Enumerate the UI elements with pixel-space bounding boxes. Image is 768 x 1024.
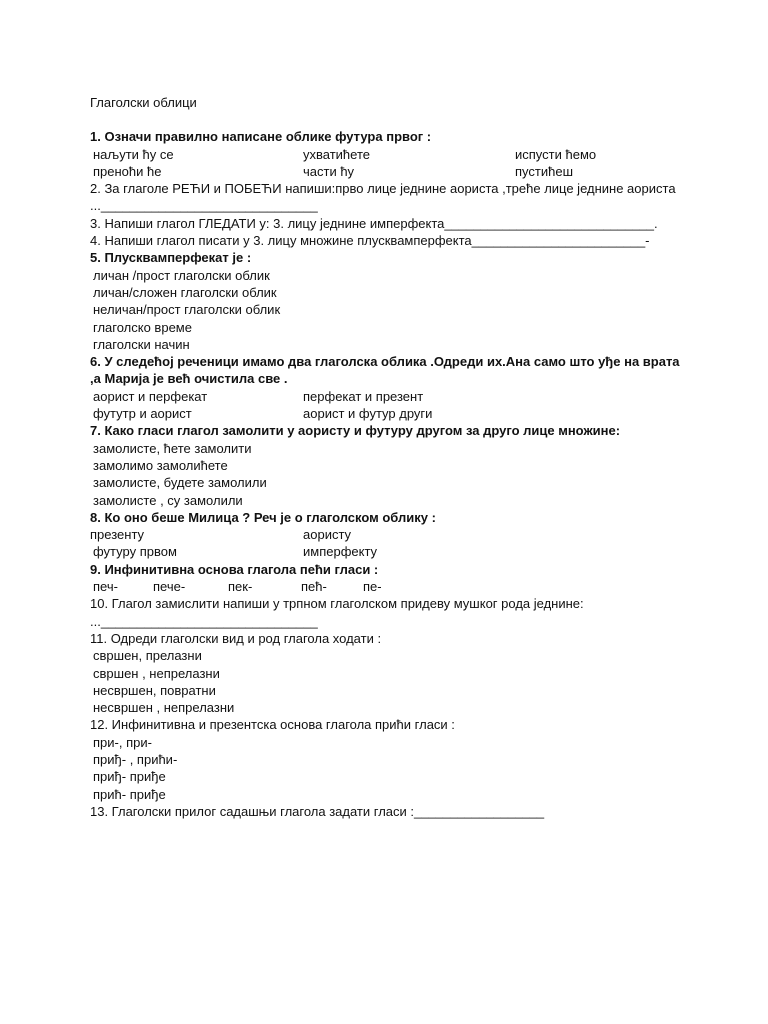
q11-option: несвршен, повратни — [93, 682, 216, 698]
q11-option: свршен , непрелазни — [93, 665, 220, 681]
q10-answer-blank: ...______________________________ — [90, 613, 318, 629]
q9-option: пече- — [153, 579, 186, 595]
q9-option: пећ- — [301, 579, 327, 595]
q12-option: прић- приђе — [93, 786, 166, 802]
q9-options-row — [90, 578, 690, 595]
q1-option: преноћи ће — [93, 163, 162, 179]
question-12: 12. Инфинитивна и презентска основа глагола прићи гласи : — [90, 717, 455, 733]
q7-option: замолисте , су замолили — [93, 492, 243, 508]
q12-option: приђ- приђе — [93, 769, 166, 785]
q9-option: пек- — [228, 579, 253, 595]
q1-option: пустићеш — [515, 163, 573, 179]
question-7: 7. Како гласи глагол замолити у аористу и футуру другом за друго лице множине: — [90, 423, 621, 439]
q12-option: при-, при- — [93, 734, 152, 750]
q8-option: аористу — [303, 527, 352, 543]
q9-option: пе- — [363, 579, 382, 595]
q1-option: испусти ћемо — [515, 146, 597, 162]
q6-option: футутр и аорист — [93, 406, 192, 422]
q7-option: замолимо замолићете — [93, 457, 228, 473]
q2-answer-blank: ...______________________________ — [90, 198, 318, 214]
q6-options-row-2 — [90, 405, 690, 422]
q5-option: неличан/прост глаголски облик — [93, 302, 281, 318]
q5-option: личан/сложен глаголски облик — [93, 284, 277, 300]
q1-options-row-2 — [90, 163, 690, 180]
worksheet-title: Глаголски облици — [90, 95, 197, 110]
q8-options-row-2 — [90, 543, 690, 560]
question-6: 6. У следећој реченици имамо два глаголска облика .Одреди их.Ана само што уђе на врата ,а Марија је већ очистила све . — [90, 354, 680, 387]
q8-option: имперфекту — [303, 544, 378, 560]
question-2: 2. За глаголе РЕЋИ и ПОБЕЋИ напиши:прво лице једнине аориста ,треће лице једнине аориста — [90, 181, 676, 197]
question-11: 11. Одреди глаголски вид и род глагола ходати : — [90, 630, 382, 646]
q7-option: замолисте, ћете замолити — [93, 440, 252, 456]
question-9: 9. Инфинитивна основа глагола пећи гласи : — [90, 561, 379, 577]
q1-option: наљути ћу се — [93, 146, 174, 162]
q6-option: аорист и перфекат — [93, 388, 208, 404]
q8-option: футуру првом — [93, 544, 177, 560]
q8-option: презенту — [90, 527, 145, 543]
q7-option: замолисте, будете замолили — [93, 475, 267, 491]
q9-option: печ- — [93, 579, 118, 595]
q1-option: части ћу — [303, 163, 355, 179]
q6-options-row-1 — [90, 388, 690, 405]
question-10: 10. Глагол замислити напиши у трпном глаголском придеву мушког рода једнине: — [90, 596, 584, 612]
question-4: 4. Напиши глагол писати у 3. лицу множине плусквамперфекта________________________- — [90, 233, 650, 249]
q1-options-row-1 — [90, 146, 690, 163]
q8-options-row-1 — [90, 526, 690, 543]
question-5: 5. Плусквамперфекат је : — [90, 250, 252, 266]
q5-option: глаголски начин — [93, 336, 190, 352]
q11-option: свршен, прелазни — [93, 648, 202, 664]
question-8: 8. Ко оно беше Милица ? Реч је о глаголском облику : — [90, 509, 436, 525]
q12-option: приђ- , прићи- — [93, 751, 178, 767]
worksheet — [90, 94, 690, 820]
question-1: 1. Означи правилно написане облике футура првог : — [90, 129, 432, 145]
q6-option: перфекат и презент — [303, 388, 424, 404]
question-3: 3. Напиши глагол ГЛЕДАТИ у: 3. лицу једнине имперфекта_____________________________. — [90, 215, 658, 231]
q5-option: глаголско време — [93, 319, 192, 335]
q6-option: аорист и футур други — [303, 406, 433, 422]
q11-option: несвршен , непрелазни — [93, 700, 235, 716]
q1-option: ухватићете — [303, 146, 370, 162]
q5-option: личан /прост глаголски облик — [93, 267, 270, 283]
question-13: 13. Глаголски прилог садашњи глагола задати гласи :__________________ — [90, 803, 545, 819]
